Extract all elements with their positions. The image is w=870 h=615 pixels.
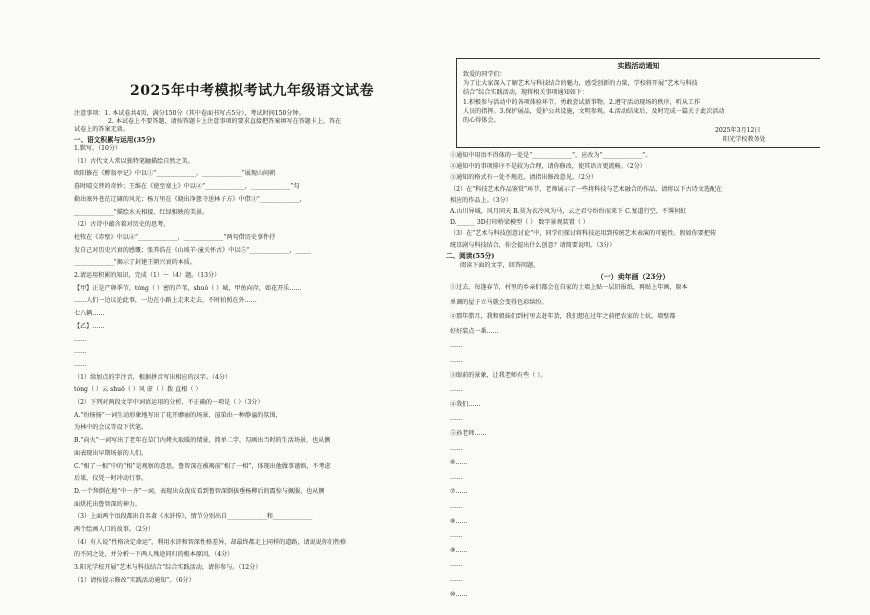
left-line-25: 面表现出早期场景的人们。 — [74, 449, 148, 457]
left-line-13: ……人们一边议论此事，一边在小路上走来走去，不时拍照在外…… — [74, 297, 257, 305]
exam-title: 2025年中考模拟考试九年级语文试卷 — [130, 83, 374, 99]
passage-line-18: …… — [450, 532, 463, 540]
notice-title: 实践活动通知 — [617, 61, 660, 70]
notice-box — [456, 58, 820, 148]
left-line-28: D.一个拜倒在地“中一齐”一词，表现出众泼皮看到鲁智深倒拔垂杨柳后的震惊与佩服，也从侧 — [74, 487, 325, 495]
notes-line-2: 2. 本试卷上不要答题，请按答题卡上注意事项的要求直接把答案填写在答题卡上，答在 — [108, 118, 342, 125]
notice-date: 2025年3月12日 — [715, 127, 761, 134]
passage-line-15: ⑦…… — [450, 488, 468, 496]
left-line-22: A.“纷扬扬”一词生动形象地写出了花开靡丽的场景，渲染出一种静谧的氛围， — [74, 411, 282, 419]
left-line-6: _____________”描绘水天相接、红绿相映的美景。 — [74, 208, 209, 216]
left-line-30: （3）上面两个语段都出自名著《水浒传》，情节分别出自_____________和_____________ — [74, 513, 313, 521]
left-line-10: _____________”揭示了封建王朝兴衰的本质。 — [74, 259, 196, 267]
right-line-4: （2）在“科技艺术作品鉴赏”环节，老师展示了一些将科技与艺术融合的作品，请将以下古诗文选配在 — [450, 185, 723, 193]
passage-line-14: …… — [450, 473, 463, 481]
right-line-9: 统京剧与科技结合，你会提出什么创意？请简要说明。（3分） — [450, 241, 616, 249]
notice-line-2: 为了让大家深入了解艺术与科技结合的魅力，感受创新的力量，学校将开展“艺术与科技 — [463, 80, 698, 88]
left-line-17: …… — [74, 348, 87, 356]
notes-line-3: 试卷上的答案无效。 — [74, 126, 129, 133]
passage-line-6: …… — [450, 357, 463, 364]
left-line-3: 欧阳修在《醉翁亭记》中以①“_____________，_____________”展现山间朝 — [74, 170, 276, 178]
left-line-7: （2）古诗中蕴含着对历史的思考。 — [74, 221, 170, 229]
left-line-24: B.“向火”一词写出了老年在草门内烤火取暖的情景，简单二字，勾画出当时的生活场景，也从侧 — [74, 437, 331, 445]
passage-line-2: 单调的屋子立马就会变得色彩缤纷。 — [450, 298, 548, 306]
passage-line-16: …… — [450, 503, 463, 510]
left-line-31: 两个绘画人口的故事。（2分） — [74, 526, 155, 533]
right-line-5: 相应的作品上。（3分） — [450, 196, 512, 204]
right-line-2: ②通知中的事项排序不是较为合理，请你修改，使其语言更流畅。（2分） — [450, 163, 646, 171]
passage-line-9: ④我们…… — [450, 400, 481, 408]
passage-line-11: ⑤孙老师…… — [450, 430, 487, 437]
left-line-26: C.“相了一相”中的“相”是观察的意思，鲁智深在被褐前“相了一相”，体现出他做事谨慎，不考虑 — [74, 462, 331, 470]
notice-line-5: 人员的指挥。3.保护展品，爱护公共设施，文明参观。4.活动结束后，及时完成一篇关于此次活动 — [463, 107, 725, 115]
left-line-14: 七八辆…… — [74, 310, 105, 318]
passage-line-19: ⑨…… — [450, 546, 468, 554]
notice-line-1: 致爱的同学们： — [463, 71, 506, 78]
passage-line-4: 好好装点一番…… — [450, 327, 499, 335]
section-1-heading: 一、语文积累与运用(35分) — [74, 136, 156, 144]
section-2-heading: 二、阅读(55分) — [446, 252, 495, 260]
left-column — [74, 0, 430, 615]
left-line-19: （1）给加点的字注音，根据拼音写出相应的汉字。（4分） — [74, 373, 232, 381]
left-line-5: 勒出塞外苍茫辽阔的风光；杨万里在《晓出净慈寺送林子方》中借③“_____________， — [74, 195, 306, 203]
right-column — [446, 0, 820, 615]
notice-line-6: 的心得体会。 — [463, 117, 500, 124]
left-line-8: 杜牧在《赤壁》中以④“_____________，_____________”两句借历史事件抒 — [74, 233, 276, 241]
right-line-8: （3）在“艺术与科技创意讨论”中，同学们探讨将科技运用到传统艺术表演的可能性。假如你要把传 — [450, 230, 717, 238]
left-line-20: tóng（ ）云 shuǒ（ ）风 虚（ ）拨 直根（ ） — [74, 386, 202, 394]
left-line-23: 为林中的会议等设下伏笔。 — [74, 424, 148, 432]
left-line-33: 的不同之处，并分析一下两人殊途同归的根本原因。（4分） — [74, 551, 234, 559]
left-line-15: 【乙】…… — [74, 322, 105, 330]
right-line-3: ③通知的格式有一处不规范，请指出修改意见。（2分） — [450, 174, 598, 182]
left-line-16: …… — [74, 335, 87, 343]
notice-signer: 阳光学校教务处 — [723, 136, 766, 143]
passage-line-17: ⑧…… — [450, 517, 468, 525]
left-line-21: （2）下列对两段文字中词语运用的分析，不正确的一项是（ ）（3分） — [74, 399, 264, 406]
right-line-1: ①通知中用语不得体的一处是“_____________”，应改为“_____________”。 — [450, 152, 652, 159]
left-line-29: 面烘托出鲁智深的神力。 — [74, 500, 142, 508]
passage-title: （一）卖年画（23分） — [596, 272, 670, 281]
left-line-11: 2.请运用积累的知识，完成（1）～（4）题。（13分） — [74, 272, 221, 279]
left-line-34: 3.阳光学校开展“艺术与科技结合”综合实践活动，请你参与。（12分） — [74, 564, 262, 572]
passage-line-8: …… — [450, 386, 463, 394]
left-line-27: 后果，仅凭一时冲动行事。 — [74, 475, 148, 483]
reading-intro: 阅读下面的文字，回答问题。 — [460, 262, 540, 269]
left-line-1: 1.默写。（10分） — [74, 145, 122, 152]
passage-line-20: …… — [450, 561, 463, 569]
notes-line-1: 注意事项：1. 本试卷共4页，满分150分（其中卷面书写占5分），考试时间150分钟。 — [74, 110, 305, 117]
passage-line-22: ⑩…… — [450, 590, 468, 598]
passage-line-5: …… — [450, 342, 463, 350]
passage-line-3: ②那年腊月，我和姐妹们到村里去赶年货，我们想在过年之前把农家的土炕、墙壁都 — [450, 313, 676, 321]
passage-line-1: ①过去，每逢春节，村里的乡亲们都会在自家的土墙上贴一层旧报纸，再贴上年画，原本 — [450, 284, 688, 291]
notice-line-3: 结合”综合实践活动，现将相关事项通知如下： — [463, 89, 588, 97]
passage-line-21: …… — [450, 576, 463, 583]
passage-line-7: ③眼前的景象，让我老师有些（ ）。 — [450, 371, 547, 379]
left-line-35: （1）请按提示修改“实践活动通知”。（6分） — [74, 576, 195, 584]
right-line-6: A.山川异城，风月同天 B.莫为衣冷风为马，云之君兮纷纷而来下 C.复道行空，不霁何虹 — [450, 208, 687, 215]
left-line-2: （1）古代文人常以独特笔触描绘自然之美。 — [74, 157, 194, 165]
notice-line-4: 1.积极参与活动中的各项体验环节，勇敢尝试新事物。2.遵守活动现场的秩序，听从工作 — [463, 98, 701, 106]
left-line-9: 发自己对历史兴衰的感慨；张养浩在《山坡羊·潼关怀古》中以⑤“_____________，_____ — [74, 246, 311, 254]
left-line-12: 【甲】正是产卵季节，tóng（ ）密的芦苇，shuǒ（ ）城，甲鱼向岸，如花开乐…… — [74, 284, 302, 292]
passage-line-13: ⑥…… — [450, 459, 468, 467]
left-line-32: （4）有人说“性格决定命运”，利用水浒和智深性格差异，却最终都走上同样的道路，请说说你们性格 — [74, 538, 347, 546]
passage-line-12: …… — [450, 444, 463, 452]
right-line-7: D.______ 3D打印桥梁模型（ ） 数字景观装置（ ） — [450, 219, 589, 227]
passage-line-10: …… — [450, 415, 463, 423]
left-line-18: …… — [74, 360, 87, 368]
left-line-4: 暮时晴交替的奇妙；王维在《使至塞上》中以②“_____________，_____________”勾 — [74, 183, 300, 191]
